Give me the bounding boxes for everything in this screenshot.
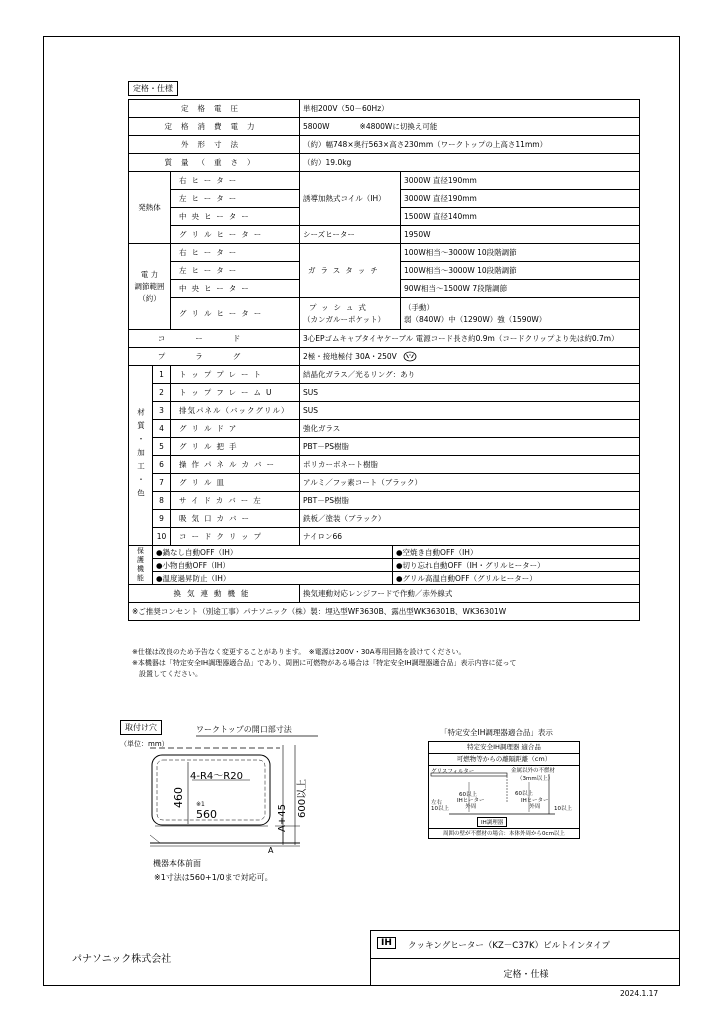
heater-value: 3000W 直径190mm (401, 172, 640, 190)
ih-badge: IH (377, 937, 396, 949)
safety-item: ●小物自動OFF（IH） (153, 559, 393, 572)
material-part: トッププレート (171, 366, 300, 384)
heater-name: 右ヒーター (171, 172, 300, 190)
power-row (129, 244, 640, 262)
heater-value: 1950W (401, 226, 640, 244)
material-row (129, 510, 640, 528)
section-title: 定格・仕様 (128, 81, 178, 96)
material-no: 6 (153, 456, 171, 474)
note-line: ※本機器は「特定安全IH調理器適合品」であり、周囲に可燃物がある場合は「特定安全IH調理器適合品」表示内容に従って (132, 659, 517, 667)
cutout-tag: 取付け穴 (120, 720, 162, 735)
safety-row (129, 572, 640, 585)
material-row (129, 420, 640, 438)
spec-row (129, 100, 640, 118)
material-part: グリル皿 (171, 474, 300, 492)
cutout-title: ワークトップの開口部寸法 (196, 725, 292, 734)
heater-value: 1500W 直径140mm (401, 208, 640, 226)
note-line: 設置してください。 (132, 670, 202, 678)
push-type-sub: （カンガルーポケット） (303, 314, 386, 324)
material-value: アルミ／フッ素コート（ブラック） (300, 474, 640, 492)
grease-filter-label: グリスフィルター (431, 769, 475, 775)
note-line: ※仕様は改良のため予告なく変更することがあります。 ※電源は200V・30A専用回路を設けてください。 (132, 648, 466, 656)
title-block (370, 930, 680, 986)
cutout-unit: （単位：mm） (120, 740, 169, 748)
metal-sub: （3mm以上） (517, 776, 554, 782)
material-row (129, 402, 640, 420)
plug-symbol-icon (403, 351, 417, 362)
plug-label: プラグ (129, 348, 300, 366)
material-no: 8 (153, 492, 171, 510)
power-heater-name: グリルヒーター (171, 298, 300, 330)
ventilation-value: 換気連動対応レンジフードで作動／赤外線式 (300, 585, 640, 603)
material-value: PBT－PS樹脂 (300, 438, 640, 456)
cord-label: コード (129, 330, 300, 348)
power-heater-name: 中央ヒーター (171, 280, 300, 298)
ih-heater-label: IHヒーター (457, 798, 485, 804)
mass-label: 質量（重さ） (129, 154, 300, 172)
material-value: 鉄板／塗装（ブラック） (300, 510, 640, 528)
material-no: 7 (153, 474, 171, 492)
material-no: 10 (153, 528, 171, 546)
material-part: コードクリップ (171, 528, 300, 546)
heater-group-label: 発熱体 (129, 172, 171, 244)
dim-height-label: 460 (172, 787, 185, 808)
material-value: 強化ガラス (300, 420, 640, 438)
company-name: パナソニック株式会社 (72, 954, 172, 965)
power-range-value: 100W相当～3000W 10段階調節 (401, 244, 640, 262)
grill-power-cell (401, 298, 640, 330)
material-part: グリルドア (171, 420, 300, 438)
rated-voltage-value: 単相200V（50－60Hz） (300, 100, 640, 118)
material-no: 9 (153, 510, 171, 528)
safety-item: ●空焼き自動OFF（IH） (393, 546, 640, 559)
safety-display-title: 「特定安全IH調理器適合品」表示 (440, 728, 553, 737)
power-row (129, 298, 640, 330)
cooker-label: IH調理器 (477, 817, 507, 827)
heater-name: 左ヒーター (171, 190, 300, 208)
material-row (129, 456, 640, 474)
power-group-label (129, 244, 171, 330)
heater-name: 中央ヒーター (171, 208, 300, 226)
plug-cell (300, 348, 640, 366)
product-name: クッキングヒーター（KZ－C37K）ビルトインタイプ (408, 941, 610, 951)
safety-item: ●鍋なし自動OFF（IH） (153, 546, 393, 559)
left-side-label: 左右 (431, 800, 443, 806)
material-row (129, 492, 640, 510)
spec-row (129, 136, 640, 154)
material-part: グリル把手 (171, 438, 300, 456)
metal-label: 金属以外の不燃材 (511, 768, 556, 774)
safety-item: ●グリル高温自動OFF（グリルヒーター） (393, 572, 640, 585)
safety-display-box (428, 741, 580, 839)
spec-row (129, 118, 640, 136)
material-row (129, 474, 640, 492)
outlet-note: ※ご推奨コンセント（別途工事）パナソニック（株）製：埋込型WF3630B、露出型WK36301B、WK36301W (129, 603, 640, 621)
material-value: ポリカーボネート樹脂 (300, 456, 640, 474)
material-row (129, 366, 640, 384)
power-group-line: 電 力 (140, 269, 159, 279)
mass-value: （約）19.0kg (300, 154, 640, 172)
spec-row (129, 348, 640, 366)
material-no: 3 (153, 402, 171, 420)
spec-table (128, 99, 640, 621)
heater-row (129, 226, 640, 244)
safety-display-header1: 特定安全IH調理器 適合品 (429, 742, 579, 754)
dim-a-label: A (268, 846, 274, 855)
d60-top: 60以上 (459, 792, 477, 798)
dim-radius-label: 4-R4～R20 (190, 771, 243, 782)
push-type-cell (300, 298, 401, 330)
spec-row (129, 330, 640, 348)
cutout-note: ※1寸法は560+1/0まで対応可。 (154, 873, 273, 882)
power-group-line: 調節範囲 (134, 281, 165, 291)
material-row (129, 384, 640, 402)
material-part: トップフレームU (171, 384, 300, 402)
safety-item: ●切り忘れ自動OFF（IH・グリルヒーター） (393, 559, 640, 572)
material-no: 4 (153, 420, 171, 438)
heater-type-ih: 誘導加熱式コイル（IH） (300, 172, 401, 226)
rated-voltage-label: 定格電圧 (129, 100, 300, 118)
safety-diagram-lines (429, 742, 579, 840)
spec-row (129, 154, 640, 172)
material-value: 結晶化ガラス／光るリング：あり (300, 366, 640, 384)
power-heater-name: 右ヒーター (171, 244, 300, 262)
title-row-doc (370, 958, 680, 986)
heater-type-sheathed: シーズヒーター (300, 226, 401, 244)
grill-power-line: 弱（840W）中（1290W）強（1590W） (404, 314, 547, 324)
safety-display-footer: 周囲の壁が不燃材の場合：本体外周から0cm以上 (429, 828, 579, 840)
material-value: PBT－PS樹脂 (300, 492, 640, 510)
ventilation-label: 換気連動機能 (129, 585, 300, 603)
grill-power-line: （手動） (404, 302, 435, 312)
safety-display-header2: 可燃物等からの離隔距離（cm） (429, 754, 579, 766)
material-no: 2 (153, 384, 171, 402)
power-heater-name: 左ヒーター (171, 262, 300, 280)
material-part: サイドカバー左 (171, 492, 300, 510)
rated-power-cell (300, 118, 640, 136)
material-group-label: 材質・加工・色 (129, 366, 153, 546)
power-range-value: 100W相当～3000W 10段階調節 (401, 262, 640, 280)
material-part: 排気パネル（バックグリル） (171, 402, 300, 420)
heater-value: 3000W 直径190mm (401, 190, 640, 208)
material-part: 吸気口カバー (171, 510, 300, 528)
material-value: SUS (300, 384, 640, 402)
spec-row (129, 603, 640, 621)
dim-600-label: 600以上 (297, 778, 308, 818)
push-type-label: プッシュ式 (309, 302, 371, 312)
right-10: 10以上 (554, 806, 572, 812)
material-value: SUS (300, 402, 640, 420)
safety-row (129, 546, 640, 559)
material-no: 5 (153, 438, 171, 456)
safety-item: ●温度過昇防止（IH） (153, 572, 393, 585)
heater-row (129, 172, 640, 190)
doc-title: 定格・仕様 (503, 970, 549, 980)
issue-date: 2024.1.17 (620, 989, 659, 998)
material-part: 操作パネルカバー (171, 456, 300, 474)
power-range-value: 90W相当～1500W 7段階調節 (401, 280, 640, 298)
material-value: ナイロン66 (300, 528, 640, 546)
cord-value: 3心EPゴムキャブタイヤケーブル 電源コード長さ約0.9m（コードクリップより先は約0.7m） (300, 330, 640, 348)
notes (132, 647, 517, 680)
dim-width-label: 560 (196, 808, 217, 821)
title-row-product (370, 930, 680, 958)
safety-row (129, 559, 640, 572)
material-row (129, 528, 640, 546)
ih-heater-label: IHヒーター (521, 798, 549, 804)
material-no: 1 (153, 366, 171, 384)
dim-a45-label: A+45 (277, 804, 288, 832)
plug-value: 2極・接地極付 30A・250V (303, 351, 397, 361)
rated-power-note: ※4800Wに切換え可能 (359, 122, 438, 131)
heater-name: グリルヒーター (171, 226, 300, 244)
power-group-line: （約） (138, 293, 161, 303)
d60-top2: 60以上 (515, 791, 533, 797)
dim-width-mark: ※1 (196, 801, 205, 808)
glass-touch-label: ガラスタッチ (300, 244, 401, 298)
outer-label: 外周 (465, 804, 477, 810)
material-row (129, 438, 640, 456)
safety-group-label: 保護機能 (129, 546, 153, 585)
front-label: 機器本体前面 (153, 859, 201, 868)
rated-power-value: 5800W (303, 122, 330, 131)
spec-row (129, 585, 640, 603)
outer-label: 外周 (529, 804, 541, 810)
rated-power-label: 定格消費電力 (129, 118, 300, 136)
dimensions-value: （約）幅748×奥行563×高さ230mm（ワークトップの上高さ11mm） (300, 136, 640, 154)
dimensions-label: 外形寸法 (129, 136, 300, 154)
left-10-label: 10以上 (431, 806, 449, 812)
